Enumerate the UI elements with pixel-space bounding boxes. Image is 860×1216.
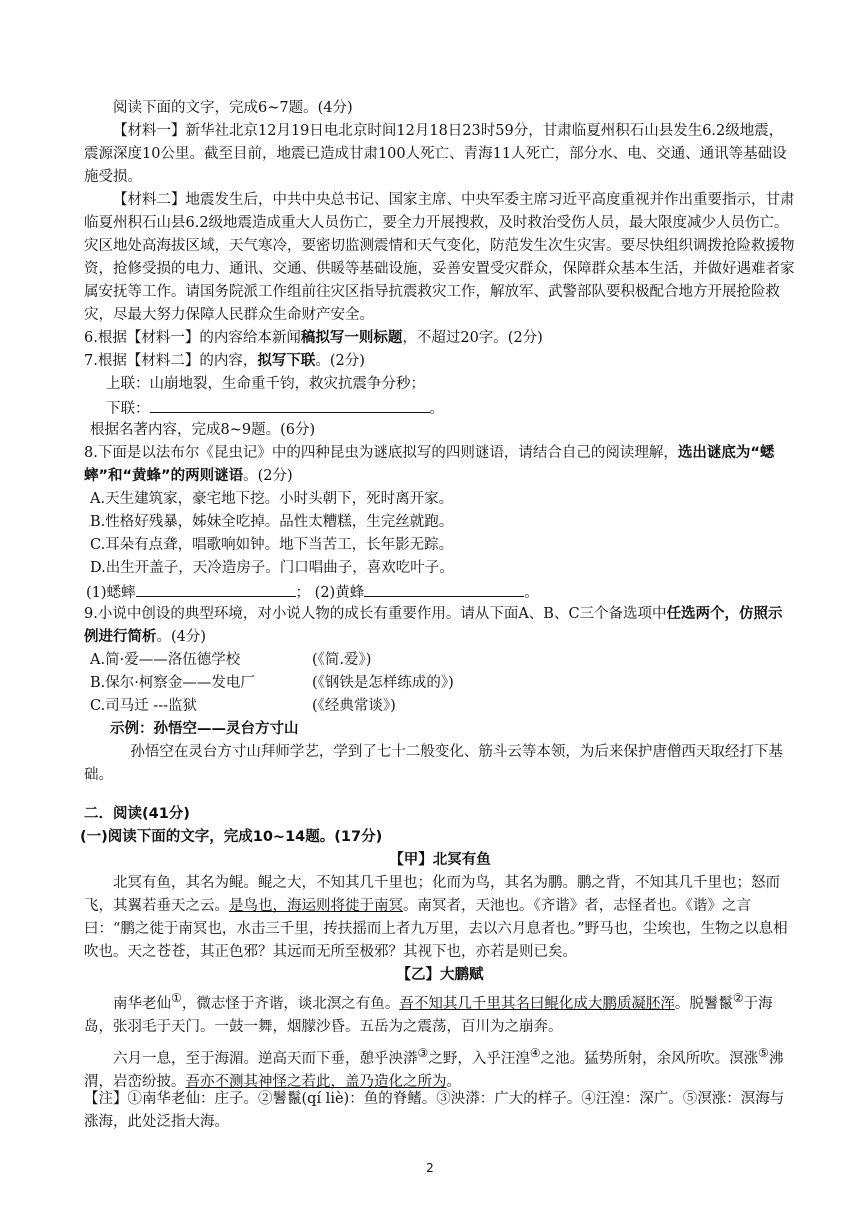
page-number: 2	[426, 1161, 434, 1175]
section-heading: 二．阅读(41分)	[84, 806, 190, 822]
passage-yi-para2: 六月一息，至于海湄。逆高天而下垂，憩乎泱漭③之野，入乎汪湟④之池。猛势所射，余风所吹。溟涨⑤沸渭，岩峦纷披。吾亦不测其神怪之若此，盖乃造化之所为。	[84, 1046, 784, 1090]
option-b: B.保尔·柯察金——发电厂 (《钢铁是怎样练成的》)	[90, 675, 454, 691]
subsection-heading: (一)阅读下面的文字，完成10~14题。(17分)	[80, 829, 383, 845]
question-9-options	[90, 649, 802, 718]
option-c: C.耳朵有点聋，唱歌响如钟。地下当苦工，长年影无踪。	[90, 537, 454, 553]
reading-intro: 阅读下面的文字，完成6~7题。(4分)	[113, 100, 353, 116]
answer-blank[interactable]	[364, 580, 524, 597]
answer-blank[interactable]	[136, 580, 296, 597]
option-a: A.天生建筑家，豪宅地下挖。小时头朝下，死时离开家。	[90, 491, 454, 507]
answer-blank[interactable]	[150, 396, 430, 413]
option-c: C.司马迁 ---监狱 (《经典常谈》)	[90, 698, 396, 714]
reading-intro-2: 根据名著内容，完成8~9题。(6分)	[90, 422, 316, 438]
passage-yi-title: 【乙】大鹏赋	[396, 967, 484, 983]
material-two: 【材料二】地震发生后，中共中央总书记、国家主席、中央军委主席习近平高度重视并作出重要指示，甘肃临夏州积石山县6.2级地震造成重大人员伤亡，要全力开展搜救，及时救治受伤人员，最大限度减少人员伤亡。灾区地处高海拔区域，天气寒冷，要密切监测震情和天气变化，防范发生次生灾害。要尽快组织调拨抢险救援物资，抢修受损的电力、通讯、交通、供暖等基础设施，妥善安置受灾群众，保障群众基本生活，并做好遇难者家属安抚等工作。请国务院派工作组前往灾区指导抗震救灾工作，解放军、武警部队要积极配合地方开展抢险救灾，尽最大努力保障人民群众生命财产安全。	[84, 192, 795, 323]
option-b: B.性格好残暴，姊妹全吃掉。品性太糟糕，生完丝就跑。	[90, 514, 454, 530]
question-8-options	[90, 488, 802, 580]
couplet-lower: 下联： 。	[106, 396, 796, 421]
example-text: 孙悟空在灵台方寸山拜师学艺，学到了七十二般变化、筋斗云等本领，为后来保护唐僧西天取经打下基础。	[84, 744, 783, 783]
passage-yi-para1: 南华老仙①，微志怪于齐谐，谈北溟之有鱼。吾不知其几千里其名曰鲲化成大鹏质凝胚浑。脱鬐鬣②于海岛，张羽毛于天门。一鼓一舞，烟朦沙昏。五岳为之震荡，百川为之崩奔。	[84, 991, 773, 1035]
couplet-upper: 上联：山崩地裂，生命重千钧，救灾抗震争分秒；	[106, 376, 425, 392]
material-one: 【材料一】新华社北京12月19日电北京时间12月18日23时59分，甘肃临夏州积石山县发生6.2级地震，震源深度10公里。截至目前，地震已造成甘肃100人死亡、青海11人死亡，部分水、电、交通、通讯等基础设施受损。	[84, 123, 787, 185]
question-8-answer: (1)蟋蟀 ； (2)黄蜂 。	[86, 580, 798, 605]
example-title: 示例：孙悟空——灵台方寸山	[110, 721, 299, 737]
passage-jia-title: 【甲】北冥有鱼	[389, 852, 491, 868]
passage-jia: 北冥有鱼，其名为鲲。鲲之大，不知其几千里也；化而为鸟，其名为鹏。鹏之背，不知其几千里也；怒而飞，其翼若垂天之云。是鸟也，海运则将徙于南冥。南冥者，天池也。《齐谐》者，志怪者也。《谐》之言曰：“鹏之徙于南冥也，水击三千里，抟扶摇而上者九万里，去以六月息者也。”野马也，尘埃也，生物之以息相吹也。天之苍苍，其正色邪？其远而无所至极邪？其视下也，亦若是则已矣。	[84, 875, 788, 960]
question-6: 6.根据【材料一】的内容给本新闻稿拟写一则标题，不超过20字。(2分)	[84, 330, 543, 346]
question-9: 9.小说中创设的典型环境，对小说人物的成长有重要作用。请从下面A、B、C三个备选项中任选两个，仿照示例进行简析。(4分)	[84, 606, 783, 645]
question-8: 8.下面是以法布尔《昆虫记》中的四种昆虫为谜底拟写的四则谜语，请结合自己的阅读理解，选出谜底为“蟋蟀”和“黄蜂”的两则谜语。(2分)	[84, 445, 775, 484]
option-a: A.简·爱——洛伍德学校 (《简.爱》)	[90, 652, 372, 668]
option-d: D.出生开盖子，天冷造房子。门口唱曲子，喜欢吃叶子。	[90, 560, 454, 576]
annotation-note: 【注】①南华老仙：庄子。②鬐鬣(qí liè)：鱼的脊鳍。③泱漭：广大的样子。④汪湟：深广。⑤溟涨：溟海与涨海，此处泛指大海。	[84, 1091, 785, 1130]
question-7: 7.根据【材料二】的内容，拟写下联。(2分)	[84, 353, 365, 369]
